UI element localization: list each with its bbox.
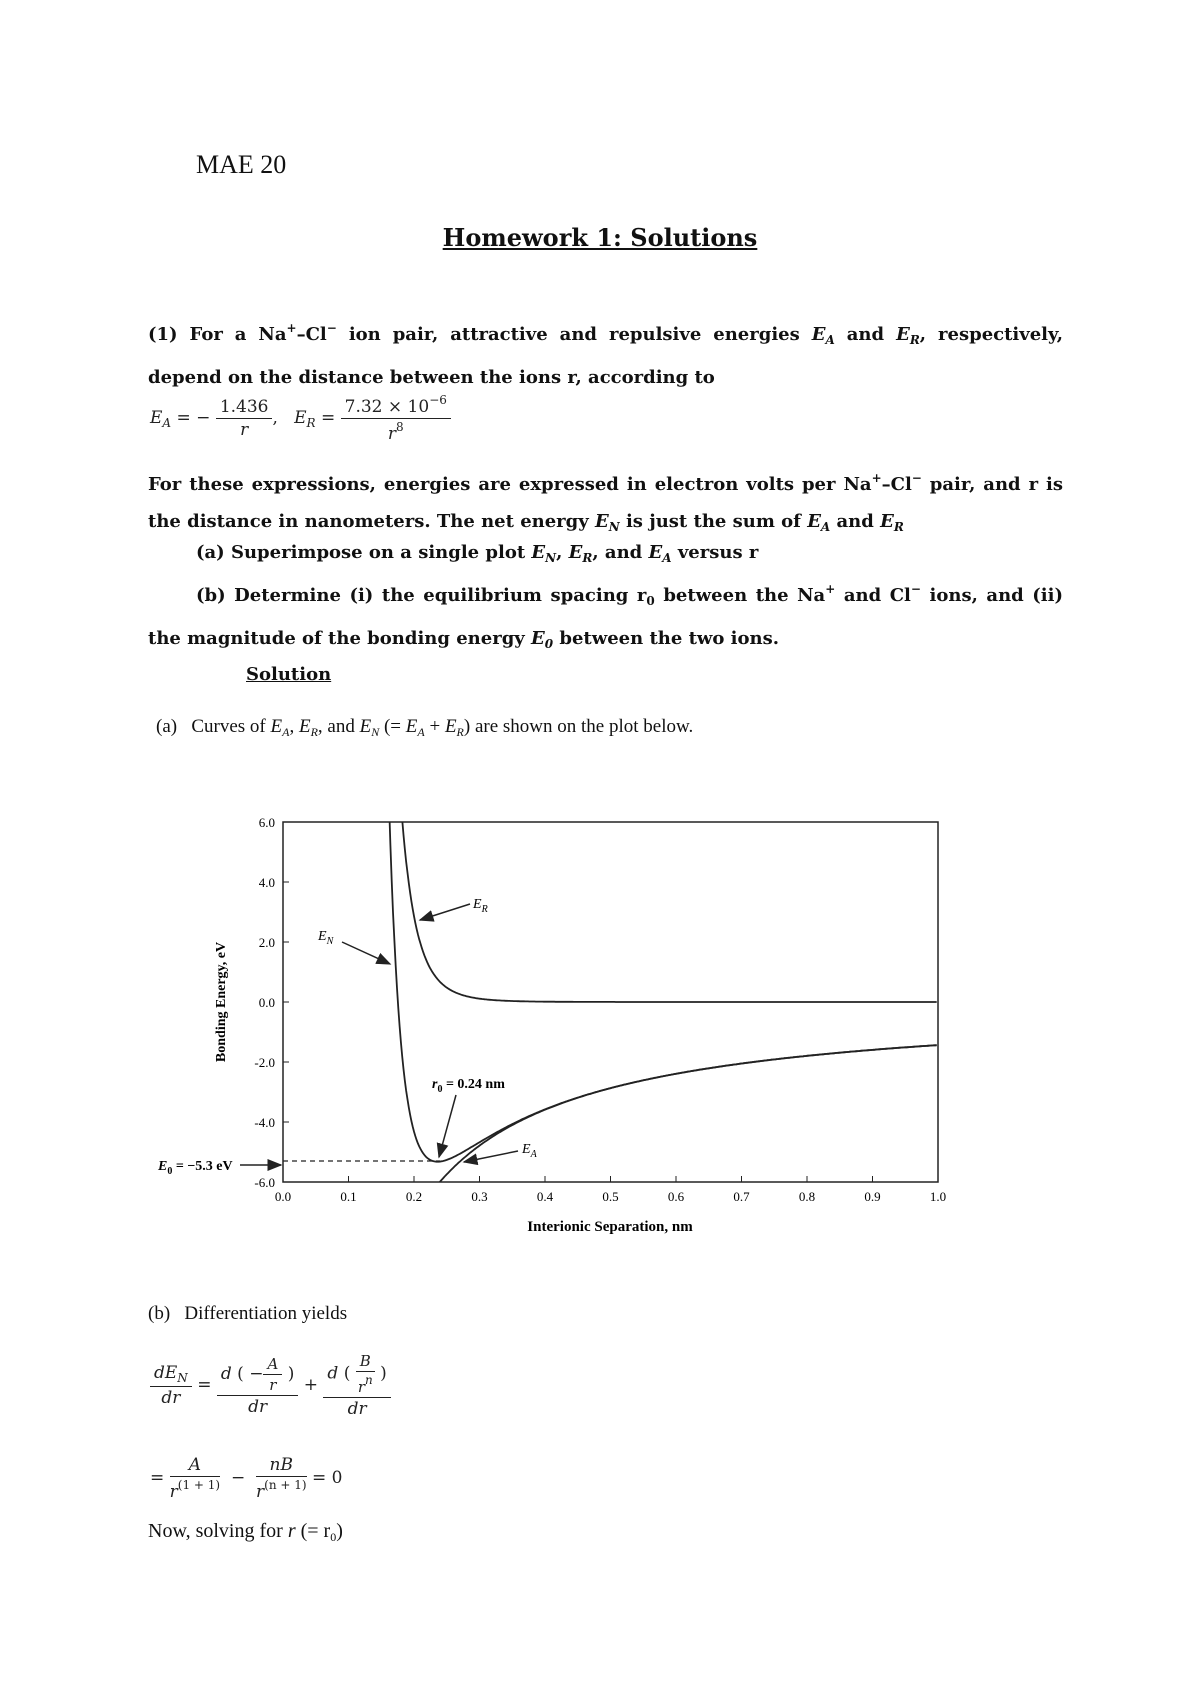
arrow-r0	[439, 1095, 456, 1157]
x-tick-label: 0.3	[471, 1189, 488, 1204]
label-E0: $E_0 = -5.3$ eV	[158, 1159, 233, 1177]
x-tick-label: 0.5	[602, 1189, 619, 1204]
y-tick-label: -6.0	[254, 1175, 275, 1190]
y-tick-label: 0.0	[258, 995, 275, 1010]
derivative-result: = $\frac{A}{r^{(1 + 1)}}$ − $\frac{nB}{r^{(n + 1)}}$ = 0	[150, 1455, 343, 1502]
x-tick-label: 0.0	[274, 1189, 292, 1204]
curves	[389, 800, 937, 1241]
solution-part-a: (a) Curves of $E_A$, $E_R$, and $E_N$ (= $E_A + E_R$) are shown on the plot below.	[156, 716, 694, 739]
solution-heading: Solution	[246, 664, 332, 685]
page-title: Homework 1: Solutions	[442, 223, 758, 252]
x-tick-label: 1.0	[929, 1189, 947, 1204]
y-axis-label: Bonding Energy, eV	[214, 941, 229, 1063]
arrow-ER	[420, 904, 470, 920]
solving-for-r: Now, solving for r (= $r_0$)	[148, 1520, 343, 1544]
part-a: (a) Superimpose on a single plot $E_N$, $E_R$, and $E_A$ versus r	[196, 542, 759, 565]
problem-intro: (1) For a Na+–Cl− ion pair, attractive and repulsive energies $E_A$ and $E_R$, respectively, depend on the distance between the ions r, according to	[148, 321, 1064, 388]
label-ER: $E_R$	[473, 897, 488, 915]
curve-E_N	[389, 805, 937, 1162]
part-b: (b) Determine (i) the equilibrium spacing $r_0$ between the Na+ and Cl− ions, and (ii) the magnitude of the bonding energy $E_0$ between the two ions.	[148, 582, 1063, 651]
x-tick-label: 0.8	[798, 1189, 816, 1204]
problem-description: For these expressions, energies are expressed in electron volts per Na+–Cl− pair, and r is the distance in nanometers. The net energy $E_N$ is just the sum of $E_A$ and $E_R$	[148, 471, 1063, 534]
y-tick-label: 2.0	[258, 935, 275, 950]
label-r0: $r_0 = 0.24$ nm	[432, 1077, 505, 1095]
solution-part-b: (b) Differentiation yields	[148, 1303, 348, 1324]
label-EN: $E_N$	[318, 929, 334, 947]
fraction-ER: $\frac{7.32 \times 10^{-6}}{r^8}$	[341, 393, 451, 444]
y-tick-label: -2.0	[254, 1055, 275, 1070]
x-axis-label: Interionic Separation, nm	[527, 1219, 693, 1235]
label-EA: $E_A$	[522, 1142, 537, 1160]
axis-ticks	[254, 815, 946, 1204]
y-tick-label: 6.0	[258, 815, 275, 830]
arrow-EA	[464, 1151, 518, 1162]
y-tick-label: 4.0	[258, 875, 275, 890]
y-tick-label: -4.0	[254, 1115, 275, 1130]
x-tick-label: 0.4	[536, 1189, 554, 1204]
course-code: MAE 20	[196, 150, 287, 179]
x-tick-label: 0.2	[405, 1189, 423, 1204]
fraction-EA: $\frac{1.436}{r}$	[216, 397, 273, 440]
energy-equations: $E_A$ = − $\frac{1.436}{r}$ , $E_R$ = $\frac{7.32 \times 10^{-6}}{r^8}$	[150, 393, 451, 444]
x-tick-label: 0.6	[667, 1189, 685, 1204]
x-tick-label: 0.7	[733, 1189, 750, 1204]
derivative-equation: $\frac{dE_N}{dr}$ = d ( − $\frac{A}{r}$ ) dr + d ( $\frac{B}{r^n}$ ) dr	[150, 1352, 391, 1419]
x-tick-label: 0.1	[340, 1189, 357, 1204]
arrow-EN	[342, 942, 390, 964]
x-tick-label: 0.9	[864, 1189, 881, 1204]
bonding-energy-chart	[140, 800, 970, 1250]
